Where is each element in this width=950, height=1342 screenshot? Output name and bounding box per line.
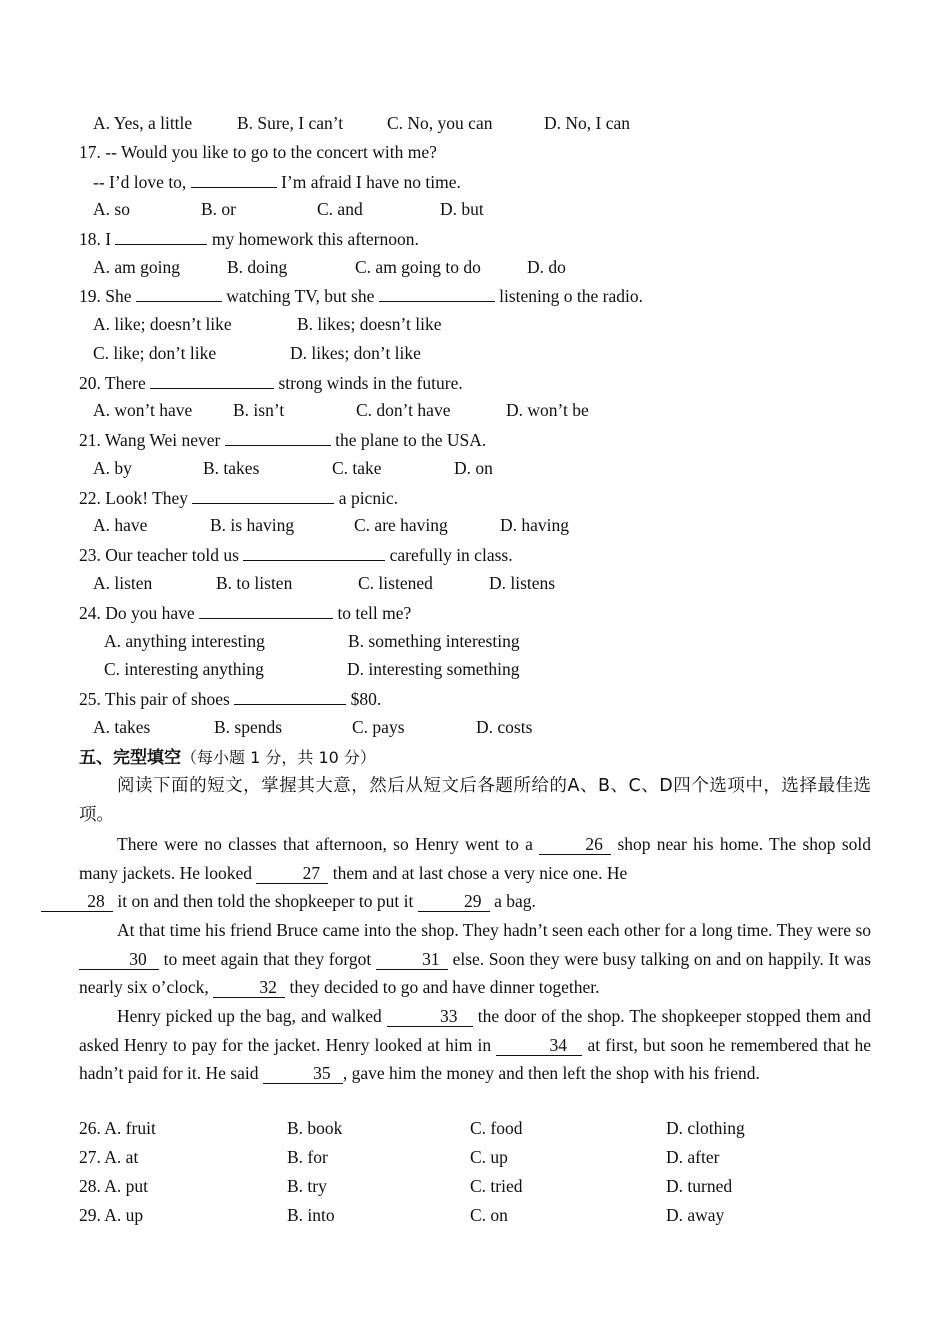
q17-option-a: A. so <box>93 199 130 219</box>
q18-stem-end: my homework this afternoon. <box>211 229 419 249</box>
q19-stem-start: 19. She <box>79 286 132 306</box>
q18-stem <box>79 227 419 250</box>
q21-stem-end: the plane to the USA. <box>335 430 487 450</box>
answer-blank <box>243 543 385 561</box>
q19-option-c: C. like; don’t like <box>93 343 217 363</box>
q21-option-b: B. takes <box>203 458 260 478</box>
q16-option-c: C. No, you can <box>387 113 493 133</box>
cloze-blank-26: 26 <box>539 834 611 855</box>
option-b: B. for <box>287 1147 328 1167</box>
q23-option-d: D. listens <box>489 573 556 593</box>
answer-blank <box>379 284 495 302</box>
option-c: C. up <box>470 1147 508 1167</box>
q17-option-d: D. but <box>440 199 484 219</box>
q23-option-c: C. listened <box>358 573 433 593</box>
q22-option-c: C. are having <box>354 515 448 535</box>
q24-option-a: A. anything interesting <box>104 631 265 651</box>
option-d: D. turned <box>666 1176 733 1196</box>
answer-blank <box>234 687 346 705</box>
passage-paragraph-3 <box>79 1002 871 1088</box>
cloze-blank-33: 33 <box>387 1006 473 1027</box>
answer-blank <box>192 486 334 504</box>
passage-text: the door of the shop. The shopkeeper stopped them and asked Henry to pay for the jacket. Henry looked at him in <box>79 1006 871 1055</box>
option-c: C. tried <box>470 1176 523 1196</box>
option-c: C. on <box>470 1205 508 1225</box>
passage-text: shop near his home. The shop sold many jackets. He looked <box>79 834 871 883</box>
passage-text: them and at last chose a very nice one. He <box>332 862 628 883</box>
q21-option-c: C. take <box>332 458 382 478</box>
q20-stem-start: 20. There <box>79 373 146 393</box>
passage-text: at first, but soon he remembered that he hadn’t paid for it. He said <box>79 1034 871 1084</box>
q17-stem: 17. -- Would you like to go to the concert with me? <box>79 142 437 162</box>
option-b: B. book <box>287 1118 343 1138</box>
q17-option-b: B. or <box>201 199 236 219</box>
q21-option-d: D. on <box>454 458 493 478</box>
q17-option-c: C. and <box>317 199 363 219</box>
q24-stem-end: to tell me? <box>337 603 412 623</box>
q23-stem-start: 23. Our teacher told us <box>79 545 239 565</box>
option-a: 26. A. fruit <box>79 1118 156 1138</box>
passage-paragraph-2 <box>79 916 871 1002</box>
q18-option-c: C. am going to do <box>355 257 481 277</box>
q20-option-c: C. don’t have <box>356 400 451 420</box>
passage-paragraph-1 <box>79 830 871 916</box>
option-a: 29. A. up <box>79 1205 144 1225</box>
passage-text: it on and then told the shopkeeper to put it <box>117 891 414 912</box>
q23-option-a: A. listen <box>93 573 153 593</box>
q22-option-b: B. is having <box>210 515 295 535</box>
q25-option-d: D. costs <box>476 717 533 737</box>
answer-blank <box>115 227 207 245</box>
passage-text: Henry picked up the bag, and walked <box>117 1006 382 1026</box>
cloze-blank-31: 31 <box>376 949 448 970</box>
q18-option-b: B. doing <box>227 257 288 277</box>
passage-text: else. Soon they were busy talking on and on happily. It was nearly six o’clock, <box>79 948 872 998</box>
q25-stem-end: $80. <box>350 689 382 709</box>
q19-option-a: A. like; doesn’t like <box>93 314 232 334</box>
answer-blank <box>150 371 274 389</box>
q18-option-d: D. do <box>527 257 566 277</box>
q19-option-d: D. likes; don’t like <box>290 343 421 363</box>
q22-stem-start: 22. Look! They <box>79 488 189 508</box>
q25-stem <box>79 687 381 710</box>
section-heading <box>79 746 376 769</box>
q23-stem <box>79 543 513 566</box>
option-a: 28. A. put <box>79 1176 149 1196</box>
q17-reply-start: -- I’d love to, <box>93 172 187 192</box>
q24-stem <box>79 601 411 624</box>
q20-stem-end: strong winds in the future. <box>278 373 463 393</box>
passage-text: to meet again that they forgot <box>163 948 372 969</box>
q25-option-a: A. takes <box>93 717 151 737</box>
cloze-blank-28: 28 <box>41 891 113 912</box>
option-d: D. away <box>666 1205 725 1225</box>
option-d: D. after <box>666 1147 720 1167</box>
cloze-blank-30: 30 <box>79 949 159 970</box>
option-d: D. clothing <box>666 1118 745 1138</box>
q18-option-a: A. am going <box>93 257 181 277</box>
q18-stem-start: 18. I <box>79 229 112 249</box>
q21-stem-start: 21. Wang Wei never <box>79 430 221 450</box>
q24-option-b: B. something interesting <box>348 631 520 651</box>
passage-text: There were no classes that afternoon, so Henry went to a <box>117 834 533 854</box>
q17-reply-end: I’m afraid I have no time. <box>281 172 461 192</box>
q21-stem <box>79 428 486 451</box>
q21-option-a: A. by <box>93 458 132 478</box>
q19-stem <box>79 284 643 307</box>
q22-option-a: A. have <box>93 515 148 535</box>
q20-stem <box>79 371 463 394</box>
q16-option-b: B. Sure, I can’t <box>237 113 344 133</box>
q20-option-a: A. won’t have <box>93 400 193 420</box>
q25-option-b: B. spends <box>214 717 283 737</box>
cloze-blank-29: 29 <box>418 891 490 912</box>
answer-blank <box>136 284 222 302</box>
passage-text: At that time his friend Bruce came into the shop. They hadn’t seen each other for a long time. They were so <box>117 920 871 940</box>
section-score-note: （每小题 1 分，共 10 分） <box>181 748 376 767</box>
option-c: C. food <box>470 1118 523 1138</box>
q23-stem-end: carefully in class. <box>389 545 513 565</box>
q24-option-d: D. interesting something <box>347 659 520 679</box>
q20-option-d: D. won’t be <box>506 400 589 420</box>
q22-stem <box>79 486 398 509</box>
q24-stem-start: 24. Do you have <box>79 603 195 623</box>
answer-blank <box>225 428 331 446</box>
option-a: 27. A. at <box>79 1147 139 1167</box>
q19-stem-middle: watching TV, but she <box>226 286 375 306</box>
passage-text: , gave him the money and then left the shop with his friend. <box>342 1063 760 1084</box>
cloze-blank-35: 35 <box>263 1063 343 1084</box>
q24-option-c: C. interesting anything <box>104 659 264 679</box>
q16-option-d: D. No, I can <box>544 113 631 133</box>
option-b: B. into <box>287 1205 335 1225</box>
q19-option-b: B. likes; doesn’t like <box>297 314 442 334</box>
passage-text: a bag. <box>494 891 536 912</box>
q19-stem-end: listening o the radio. <box>499 286 643 306</box>
q22-stem-end: a picnic. <box>338 488 399 508</box>
section-title: 五、完型填空 <box>79 748 181 768</box>
q23-option-b: B. to listen <box>216 573 293 593</box>
q20-option-b: B. isn’t <box>233 400 285 420</box>
cloze-blank-32: 32 <box>213 977 285 998</box>
passage-text: they decided to go and have dinner together. <box>289 977 600 998</box>
cloze-blank-27: 27 <box>256 863 328 884</box>
option-b: B. try <box>287 1176 327 1196</box>
q16-option-a: A. Yes, a little <box>93 113 193 133</box>
answer-blank <box>199 601 333 619</box>
section-instruction: 阅读下面的短文，掌握其大意，然后从短文后各题所给的A、B、C、D四个选项中，选择最佳选项。 <box>79 776 871 825</box>
q25-option-c: C. pays <box>352 717 405 737</box>
cloze-blank-34: 34 <box>496 1035 582 1056</box>
q25-stem-start: 25. This pair of shoes <box>79 689 230 709</box>
q17-reply <box>93 170 461 193</box>
answer-blank <box>191 170 277 188</box>
q22-option-d: D. having <box>500 515 570 535</box>
